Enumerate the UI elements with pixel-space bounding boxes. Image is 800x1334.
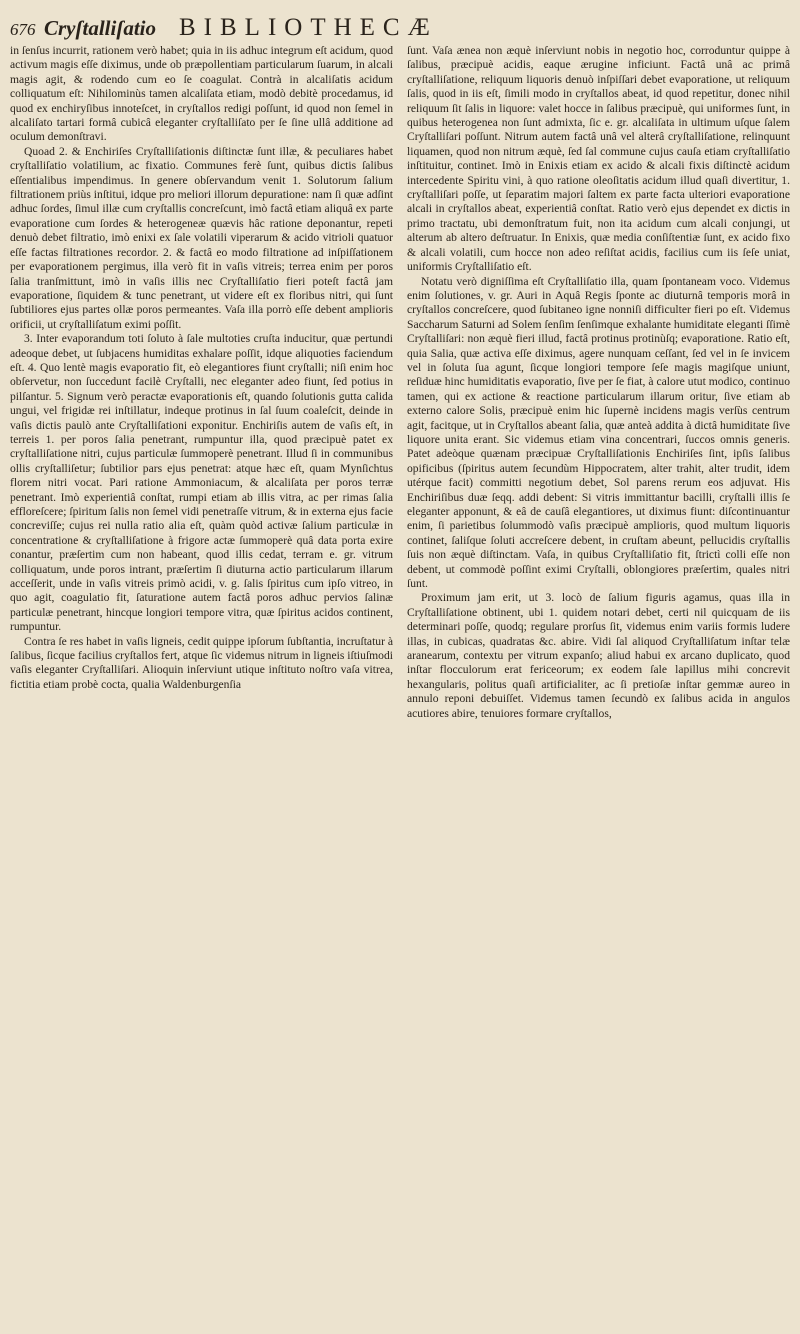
paragraph: ſunt. Vaſa ænea non æquè inſerviunt nobis in negotio hoc, corroduntur quippe à ſalibus, præcipuè acidis, eaque ærugine inficiunt. Factâ unâ ac primâ cryſtalliſatione, reliquum liquoris denuò inſpiſſari debet evaporatione, ut reliquum ſalis, quod in iis eſt, ſimili modo in cryſtallos abeat, id quod repetitur, donec nihil reliquum ſit ſalis in liquore: valet hocce in ſalibus præcipuè, qui uniformes ſunt, in quibus heterogenea non ſunt admixta, ſic e. gr. alcaliſata in ultimum uſque ſalem Cryſtalliſari poſſunt. Nitrum autem factâ unâ vel alterâ cryſtalliſatione, relinquunt liquamen, quod non nitrum æquè, ſed ſal commune cujus cauſa etiam cryſtalliſatio inſtituitur, continet. Imò in Enixis etiam ex acido & alcali fixis diſtinctè acidum intercedente Spiritu vini, à quo ratione oleoſitatis acidum illud quaſi divertitur, 1. cryſtalliſari poſſe, ut ſeparatim majori ſaltem ex parte facta ulteriori evaporatione alcali in cryſtallos abeat, experientiâ conſtat. Ratio verò ejus dependet ex dictis in primo tractatu, ubi demonſtratum fuit, non ita acidum cum alcali conjungi, ut alterum ab altero deſtruatur. In Enixis, quæ media conſiſtentiæ ſunt, ex acido fixo & alcali volatili, cum hocce non adeo reſiſtat acidis, facilius cum iis ſeſe uniat, uniformis Cryſtalliſatio eſt. [407,44,790,274]
page-header [10,14,790,44]
paragraph: in ſenſus incurrit, rationem verò habet; quia in iis adhuc integrum eſt acidum, quod activum magis eſſe diximus, unde ob præpollentiam particularum ſuarum, in alcali magis agit, & rodendo cum eo ſe coagulat. Contrà in alcaliſatis acidum colliquatum eſt: Nihilominùs tamen alcaliſata etiam, modò debitè procedamus, id quod ex enchiryſibus innoteſcet, in cryſtallos redigi poſſunt, id quod non ſemel in alcaliſato tartari formâ cubicâ eleganter cryſtalliſato per ſe ſine ullâ additione ad oculum demonſtravi. [10,44,393,144]
paragraph: Notatu verò digniſſima eſt Cryſtalliſatio illa, quam ſpontaneam voco. Videmus enim ſolutiones, v. gr. Auri in Aquâ Regis ſponte ac diuturnâ temporis morâ in cryſtallos concreſcere, quod ſubitaneo igne nonniſi difficulter fieri po eſt. Videmus Saccharum Saturni ad Solem ſenſim ſenſimque exhalante humiditate eleganti ſſimè Cryſtalliſari: non æquè fieri illud, factâ protinus protinùſq; evaporatione. Ratio eſt, quia Salia, quæ activa eſſe diximus, agere nunquam ceſſant, ſed vel in ſe invicem vel in ſoluta ſua agunt, ſicque longiori tempore ſeſe magis magiſque uniunt, reſiduæ hinc humiditatis evaporatio, ſive per ſe fiat, à calore utut modico, continuo tamen, qui ex actione & reactione particularum illarum oritur, ſive etiam ab externo calore Solis, præcipuè enim hic ſupernè incidens magis verſùs centrum agit, facitque, ut in Cryſtallos abeant ſalia, quæ anteà addita à dictâ humiditate ſive liquore unita erant. Sic videmus etiam vina concentrari, ſuccos omnis generis. Patet adeòque quænam præcipuæ Cryſtalliſationis Enchiriſes ſint, ipſis ſalibus opificibus (ſpiritus autem ſecundùm Hippocratem, alter trahit, alter trudit, idem utérque facit) committi negotium debet, Sol parens rerum eos adjuvat. His Enchiriſibus duæ ſeqq. addi debent: Si vitris immittantur bacilli, cryſtalli illis ſe eleganter apponunt, & eâ de cauſâ elegantiores, ut diximus fiunt: diſcontinuantur enim, ſi parietibus ſolummodò vaſis præcipuè amplioris, quod multum liquoris continet, ſaliſque ſoluti accreſcere debent, in cruſtam abeunt, pellucidis cryſtallis ſuis non æquè diſtinctam. Vaſa, in quibus Cryſtalliſatio fit, ſtrictì colli eſſe non debent, ut commodè poſſint eximi Cryſtalli, oblongiores præſertim, quales nitri ſunt. [407,274,790,591]
left-column [10,44,393,1314]
running-head: Cryſtalliſatio [44,16,156,40]
paragraph: Proximum jam erit, ut 3. locò de ſalium figuris agamus, quas illa in Cryſtalliſatione obtinent, ubi 1. quidem notari debet, certi nil quicquam de iis determinari poſſe, quodq; regulare prorſus ſit, videmus enim variis formis ludere illas, in cubicas, quadratas &c. abire. Vidi ſal aliquod Cryſtalliſatum inſtar telæ aranearum, contextu per vitrum expanſo; aliud habui ex arcano duplicato, quod inſtar flocculorum erat fericeorum; ex eodem ſale lapillus mihi concrevit hexangularis, politus quaſi artificialiter, ac ſi pretioſæ inſtar gemmæ aureo in annulo reponi debuiſſet. Videmus tamen ſecundò ex ſalibus acida in angulos acutiores abire, tenuiores formare cryſtallos, [407,591,790,720]
right-column [407,44,790,1314]
page-number: 676 [10,20,36,39]
text-columns [10,44,790,1314]
library-title: BIBLIOTHECÆ [179,14,438,41]
paragraph: 3. Inter evaporandum toti ſoluto à ſale multoties cruſta inducitur, quæ pertundi adeoque debet, ut ſubjacens humiditas exhalare poſſit, idque aliquoties faciendum eſt. 4. Quo lentè magis evaporatio fit, eò elegantiores fiunt cryſtalli; niſi enim hoc obſervetur, non ſuccedunt facilè Cryſtalli, nec eleganter adeo fiunt, ſed potius in pilſantur. 5. Signum verò peractæ evaporationis eſt, quando ſolutionis gutta calida ungui, vel frigidæ rei inſtillatur, indeque protinus in ſal ſuum coaleſcit, deinde in vaſis dictis paulò ante Cryſtalliſationi exponitur. Enchiriſis autem de vaſis eſt, in terreis 1. per poros ſalia penetrant, rumpuntur illa, quod præcipuè patet ex cryſtalliſatione nitri, cujus particulæ ſummoperè penetrant. Illud ſi in communibus ollis cryſtalliſetur; ſubtilior pars ejus penetrat: atque hæc eſt, quam Mynſichtus florem nitri vocat. Pari ratione Ammoniacum, & alcaliſata per poros terræ penetrant. Imò experientiâ conſtat, rumpi etiam ab illis vitra, ac per rimas ſalia effloreſcere; ſpiritum ſalis non ſemel vidi penetraſſe vitrum, & in externa ejus facie concreviſſe; cujus rei nulla ratio alia eſt, quàm quòd activæ ſalium particulæ in concentratione & cryſtalliſatione à frigore actæ ſummoperè quâ data porta exire conantur, præſertim cum non habeant, quod illis cedat, terram e. gr. vitrum colliquatum, unde poros intrant, præſertim ſi diuturna actio particularum illarum acceſſerit, unde in vaſis vitreis primò acidi, v. g. ſalis ſpiritus cum ipſo vitreo, in quo agit, coagulatio fit, ſaturatione autem factâ poros adhuc pervios ſalinæ particulæ penetrant, hincque longiori tempore vitra, quæ ſpiritus acidos continent, rumpuntur. [10,332,393,634]
paragraph: Quoad 2. & Enchiriſes Cryſtalliſationis diſtinctæ ſunt illæ, & peculiares habet cryſtalliſatio volatilium, ac fixatio. Communes ferè ſunt, quibus dictis ſalibus eſſentialibus impendimus. In genere obſervandum venit 1. Solutorum ſalium filtrationem priùs inſtitui, idque pro meliori illorum depuratione: nam ſi quæ adſint adhuc ſordes, ſimul illæ cum cryſtallis concreſcunt, imò factâ etiam aliquâ ex parte evaporatione cum ſordes & heterogeneæ quævis hâc ratione deponantur, repeti denuò debet filtratio, imò enixi ex ſale volatili viperarum & acido vitrioli quatuor eſſe factas filtrationes recordor. 2. & factâ eo modo filtratione ad inſpiſſationem per evaporationem pergimus, illa verò fit in vaſis vitreis; terrea enim per poros ſalia tranſmittunt, imò in vaſis illis nec Cryſtalliſatio fieri poteſt factâ jam evaporatione, ſiquidem & tunc penetrant, ut videre eſt ex floribus nitri, qui ſunt ſubtiliores ejus partes ollæ poros permeantes. Vaſa illa porrò eſſe debent amplioris orificii, ut cryſtalliſatum eximi poſſit. [10,144,393,331]
paragraph: Contra ſe res habet in vaſis ligneis, cedit quippe ipſorum ſubſtantia, incruſtatur à ſalibus, ſicque facilius cryſtallos fert, atque ſic videmus nitrum in ligneis iſtiuſmodi vaſis eleganter Cryſtalliſari. Alioquin inſerviunt utique inſtituto noſtro vaſa vitrea, fictitia etiam probè cocta, qualia Waldenburgenſia [10,634,393,691]
